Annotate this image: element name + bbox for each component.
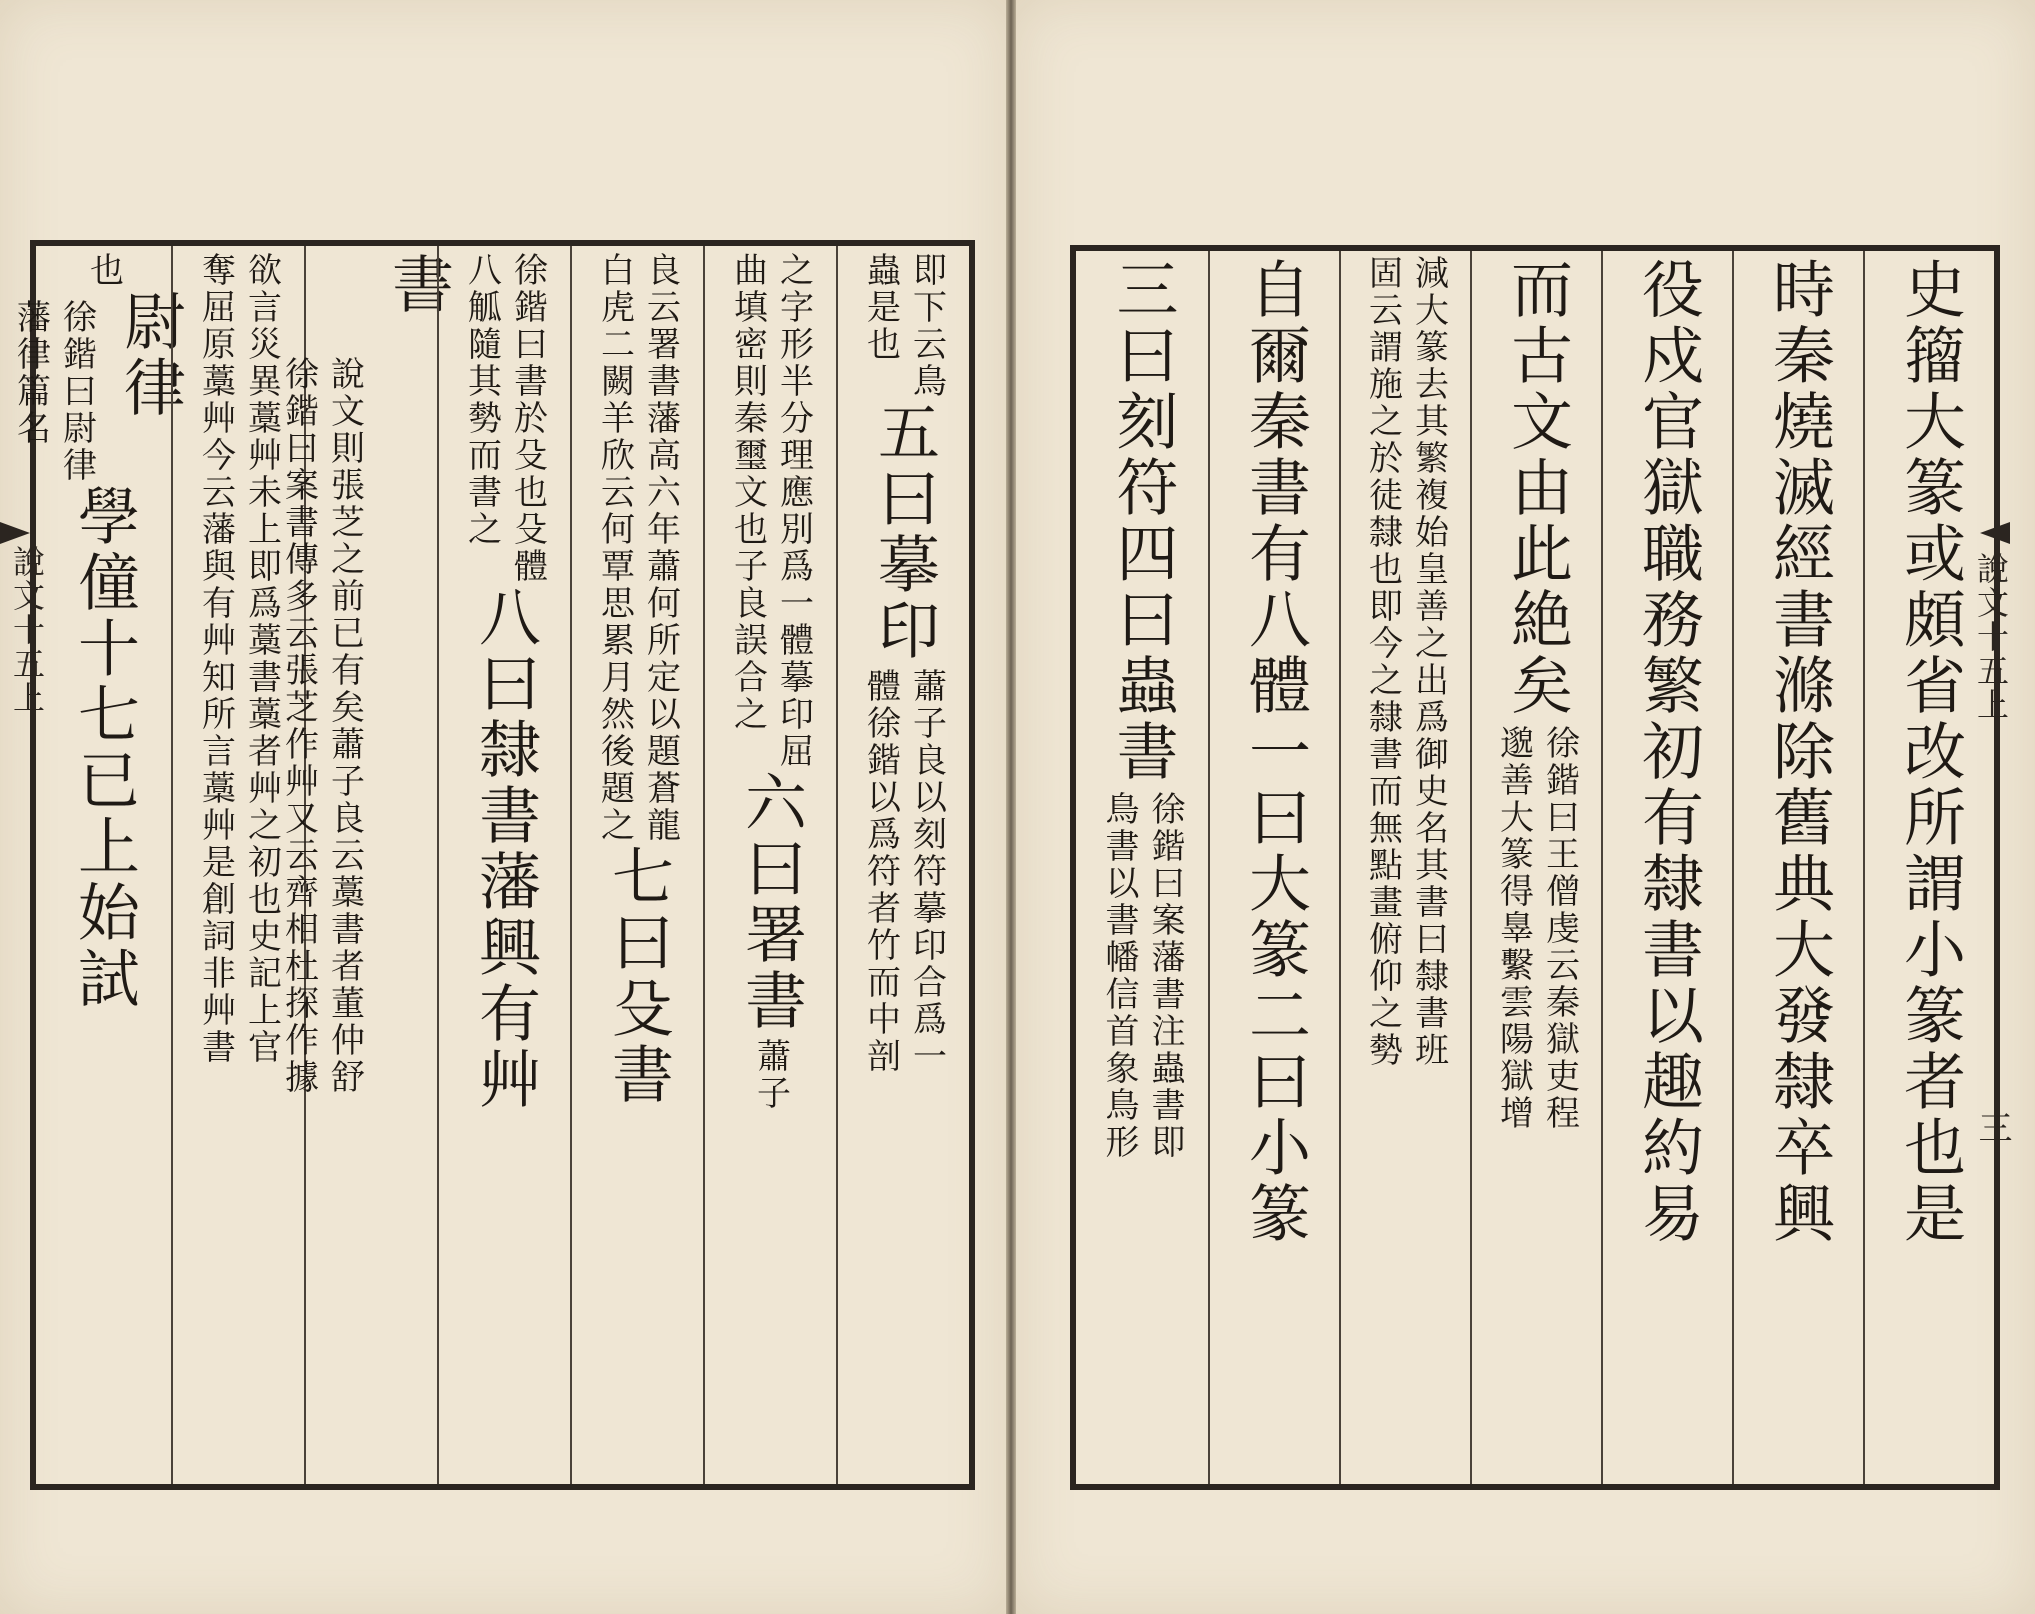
commentary-text: 減大篆去其繁複始皇善之出爲御史名其書曰隸書班 [1408, 255, 1449, 1069]
commentary-text: 藩律篇名 [10, 299, 51, 447]
left-col-2 [703, 246, 836, 1484]
left-col-5 [278, 246, 455, 1484]
left-col-4 [437, 246, 570, 1484]
commentary-text: 蟲是也 [860, 252, 901, 363]
main-text: 時秦燒滅經書滌除舊典大發隸卒興 [1762, 257, 1836, 1247]
right-col-1 [1863, 251, 1994, 1484]
margin-label: 說文十五上 [1972, 552, 2010, 722]
main-text: 役戍官獄職務繁初有隸書以趣約易 [1631, 257, 1705, 1247]
right-col-4 [1470, 251, 1601, 1484]
right-col-3 [1601, 251, 1732, 1484]
margin-label: 說文十五上 [8, 545, 46, 715]
commentary-text: 徐鍇曰王僧虔云秦獄吏程 [1539, 725, 1580, 1132]
right-col-7 [1076, 251, 1208, 1484]
commentary-text: 良云署書藩高六年蕭何所定以題蒼龍 [640, 252, 681, 844]
commentary-text: 徐鍇曰書於殳也殳體 [507, 252, 548, 585]
left-col-3 [570, 246, 703, 1484]
main-text: 六曰署書 [734, 770, 808, 1034]
page-number: 三 [1972, 1110, 2012, 1144]
commentary-text: 欲言災異藁艸未上即爲藁書藁者艸之初也史記上官 [241, 252, 282, 1066]
commentary-text: 八觚隨其勢而書之 [461, 252, 502, 548]
commentary-text: 蕭子 [750, 1038, 791, 1112]
commentary-text: 奪屈原藁艸今云藩與有艸知所言藁艸是創詞非艸書 [195, 252, 236, 1066]
main-text: 尉律 [113, 289, 187, 421]
main-text: 學僮十七已上始試 [67, 484, 141, 1012]
commentary-text: 也 [83, 252, 124, 289]
commentary-text: 鳥書以書幡信首象鳥形 [1099, 791, 1139, 1161]
commentary-text: 體徐鍇以爲符者竹而中剖 [860, 668, 901, 1075]
right-col-2 [1732, 251, 1863, 1484]
main-text: 自爾秦書有八體一曰大篆二曰小篆 [1238, 257, 1312, 1247]
commentary-text: 徐鍇曰案書傳多云張芝作艸又云齊相杜探作據 [278, 356, 319, 1096]
commentary-text: 邈善大篆得辠繫雲陽獄增 [1493, 725, 1534, 1132]
commentary-text: 之字形半分理應別爲一體摹印屈 [773, 252, 814, 770]
main-text: 七曰殳書 [601, 844, 675, 1108]
right-columns [1076, 251, 1994, 1484]
commentary-text: 蕭子良以刻符摹印合爲一 [906, 668, 947, 1075]
commentary-text: 說文則張芝之前已有矣蕭子良云藁書者董仲舒 [324, 356, 365, 1096]
commentary-text: 曲填密則秦璽文也子良誤合之 [727, 252, 768, 733]
main-text: 而古文由此絶矣 [1500, 257, 1574, 719]
right-col-5 [1339, 251, 1470, 1484]
main-text: 三曰刻符四曰蟲書 [1106, 257, 1179, 785]
commentary-text: 白虎二闕羊欣云何覃思累月然後題之 [594, 252, 635, 844]
main-text: 書 [381, 252, 455, 318]
main-text: 八曰隸書藩興有艸 [468, 585, 542, 1113]
commentary-text: 徐鍇曰案藩書注蟲書即 [1145, 791, 1185, 1161]
commentary-text: 固云謂施之於徒隸也即今之隸書而無點畫俯仰之勢 [1362, 255, 1403, 1069]
main-text: 史籀大篆或頗省改所謂小篆者也是 [1893, 257, 1967, 1247]
main-text: 五曰摹印 [867, 400, 941, 664]
book-gutter [1006, 0, 1016, 1614]
right-col-6 [1208, 251, 1339, 1484]
commentary-text: 徐鍇曰尉律 [56, 299, 97, 484]
left-col-1 [836, 246, 969, 1484]
commentary-text: 即下云鳥 [906, 252, 947, 400]
